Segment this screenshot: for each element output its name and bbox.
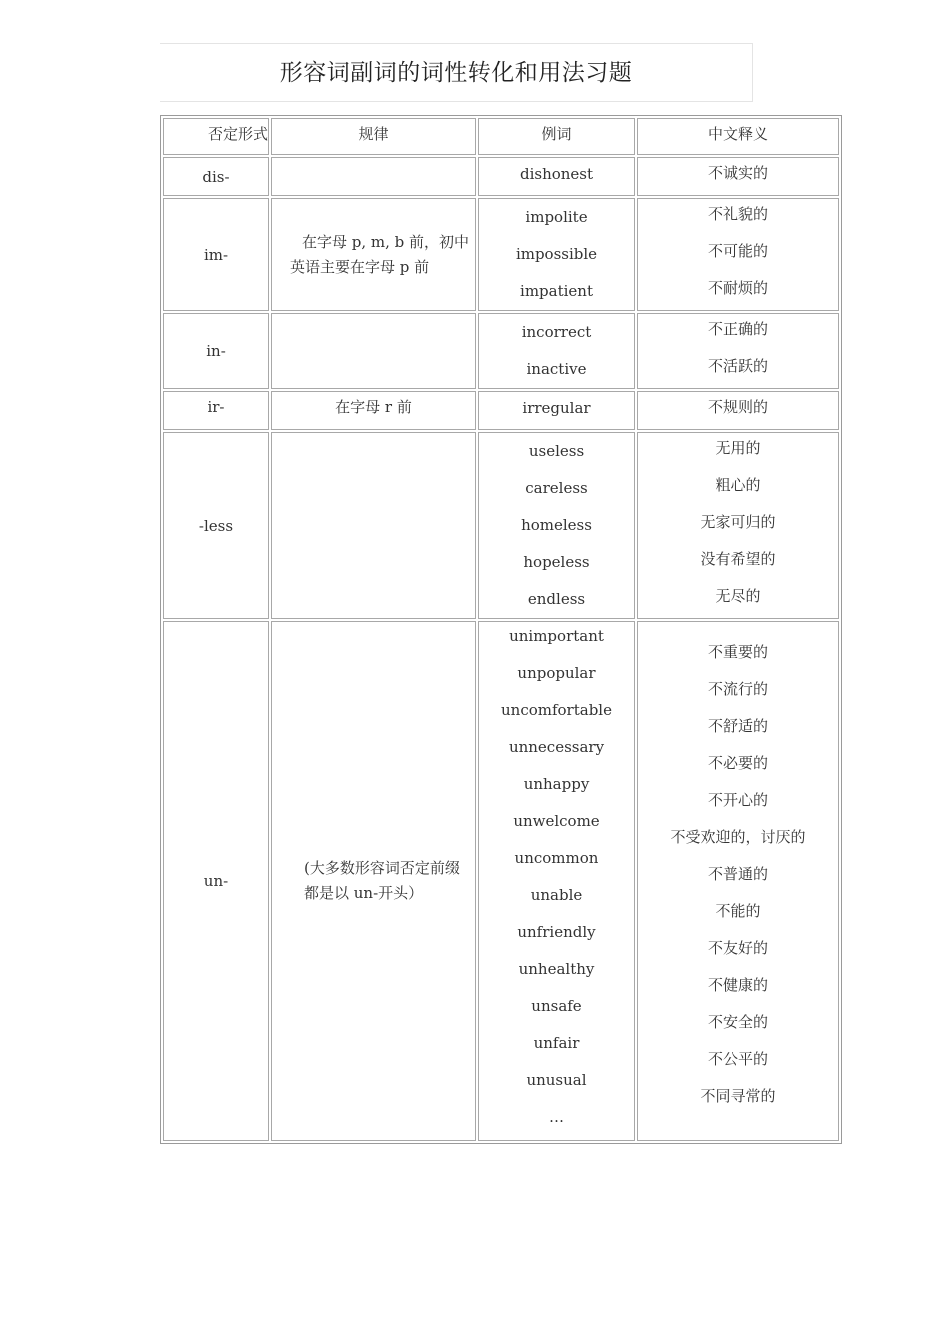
meaning: 无尽的 [715, 587, 761, 605]
prefix-cell: -less [163, 432, 269, 619]
example-word: homeless [521, 516, 592, 534]
meaning: 不重要的 [707, 643, 768, 661]
rule-text: (大多数形容词否定前缀都是以 un-开头） [304, 859, 460, 902]
example-word: unfair [533, 1034, 580, 1052]
meaning: 不受欢迎的，讨厌的 [670, 828, 806, 846]
meanings-cell [637, 432, 839, 619]
table-row [163, 157, 839, 196]
meaning: 不安全的 [707, 1013, 768, 1031]
rule-cell [271, 157, 476, 196]
page-title: 形容词副词的词性转化和用法习题 [279, 60, 633, 86]
meaning: 不流行的 [707, 680, 768, 698]
meaning: 不能的 [715, 902, 761, 920]
example-word: impossible [515, 245, 598, 263]
meaning: 没有希望的 [700, 550, 776, 568]
meaning: 不普通的 [707, 865, 768, 883]
table-row [163, 198, 839, 311]
example-word: incorrect [521, 323, 592, 341]
words-cell [478, 621, 635, 1141]
meaning: 不正确的 [707, 320, 768, 338]
table-row [163, 391, 839, 430]
example-word: uncommon [514, 849, 599, 867]
meaning: 不可能的 [707, 242, 768, 260]
rule-cell [271, 313, 476, 389]
meaning: 不公平的 [707, 1050, 768, 1068]
example-word: endless [527, 590, 586, 608]
example-word: inactive [526, 360, 587, 378]
prefix-cell: ir- [163, 391, 269, 430]
example-word: irregular [522, 399, 591, 417]
header-cell [478, 118, 635, 155]
example-word: unhappy [523, 775, 590, 793]
rule-cell: 在字母 r 前 [271, 391, 476, 430]
example-word: hopeless [523, 553, 590, 571]
rule-cell [271, 432, 476, 619]
meaning: 不诚实的 [707, 164, 768, 182]
header-meaning: 中文释义 [707, 125, 768, 143]
meaning: 无家可归的 [700, 513, 776, 531]
prefix-cell: im- [163, 198, 269, 311]
prefix-cell: un- [163, 621, 269, 1141]
example-word: unwelcome [513, 812, 600, 830]
example-word: impatient [520, 282, 593, 300]
meaning: 不规则的 [707, 398, 768, 416]
meaning: 不同寻常的 [700, 1087, 776, 1105]
table-row [163, 432, 839, 619]
meanings-cell [637, 157, 839, 196]
meanings-cell [637, 198, 839, 311]
example-word: unfriendly [517, 923, 596, 941]
table-row [163, 621, 839, 1141]
header-cell [271, 118, 476, 155]
meaning: 粗心的 [715, 476, 761, 494]
rule-cell [271, 621, 476, 1141]
meaning: 不耐烦的 [707, 279, 768, 297]
example-word: dishonest [519, 165, 594, 183]
example-word: unsafe [531, 997, 582, 1015]
prefix-table [160, 115, 842, 1144]
header-row [163, 118, 839, 155]
table-row [163, 313, 839, 389]
rule-cell [271, 198, 476, 311]
prefix-cell: in- [163, 313, 269, 389]
meanings-cell [637, 621, 839, 1141]
words-cell [478, 391, 635, 430]
meanings-cell [637, 313, 839, 389]
example-word: impolite [525, 208, 588, 226]
meaning: 不健康的 [707, 976, 768, 994]
header-prefix: 否定形式 [207, 125, 268, 143]
meaning: 不必要的 [707, 754, 768, 772]
title-box [160, 43, 753, 102]
example-word: unusual [526, 1071, 587, 1089]
meaning: 不礼貌的 [707, 205, 768, 223]
header-example: 例词 [541, 125, 572, 143]
rule-text: 在字母 p, m, b 前，初中英语主要在字母 p 前 [290, 232, 470, 276]
header-rule: 规律 [358, 125, 389, 143]
meaning: 不开心的 [707, 791, 768, 809]
words-cell [478, 432, 635, 619]
example-word: careless [525, 479, 588, 497]
words-cell [478, 157, 635, 196]
meaning: 不舒适的 [707, 717, 768, 735]
header-cell [163, 118, 269, 155]
header-cell [637, 118, 839, 155]
prefix-cell: dis- [163, 157, 269, 196]
meanings-cell [637, 391, 839, 430]
example-word: unhealthy [518, 960, 595, 978]
example-word: unable [530, 886, 583, 904]
example-word: unpopular [517, 664, 596, 682]
example-word: useless [528, 442, 585, 460]
words-cell [478, 198, 635, 311]
meaning: 不友好的 [707, 939, 768, 957]
example-word: … [549, 1108, 564, 1126]
words-cell [478, 313, 635, 389]
example-word: uncomfortable [501, 701, 612, 719]
example-word: unnecessary [508, 738, 605, 756]
meaning: 无用的 [715, 439, 761, 457]
meaning: 不活跃的 [707, 357, 768, 375]
example-word: unimportant [509, 627, 604, 645]
